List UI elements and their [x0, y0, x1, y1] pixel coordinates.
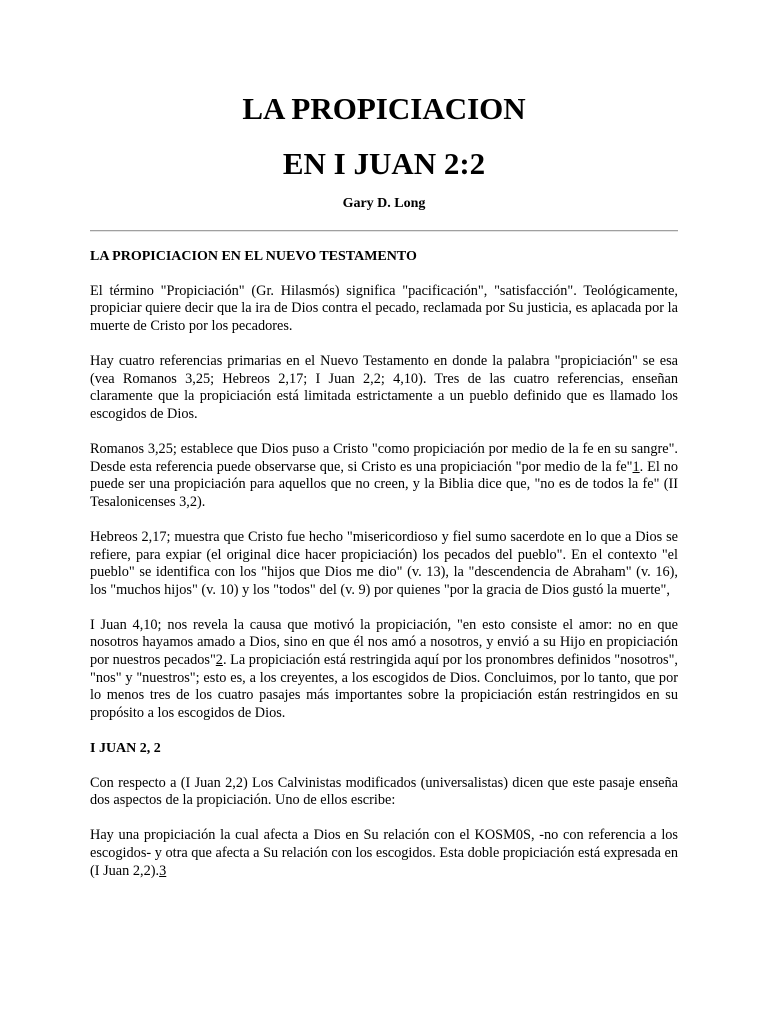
title-line-1: LA PROPICIACION	[242, 91, 526, 126]
paragraph-3-text-a: Romanos 3,25; establece que Dios puso a Cristo "como propiciación por medio de la fe en su sangre". Desde esta referencia puede observarse que, si Cristo es una propiciación "por medio de la fe"	[90, 440, 678, 475]
paragraph-3-text-b: . El no puede ser una propiciación para aquellos que no creen, y la Biblia dice que, "no es de todos la fe" (II Tesalonicenses 3,2).	[90, 458, 678, 510]
paragraph-2: Hay cuatro referencias primarias en el Nuevo Testamento en donde la palabra "propiciación" se esa (vea Romanos 3,25; Hebreos 2,17; I Juan 2,2; 4,10). Tres de las cuatro referencias, enseñan claramente que la propiciación está limitada estrictamente a un pueblo definido que es llamado los escogidos de Dios.	[90, 352, 678, 422]
paragraph-5	[90, 617, 678, 723]
paragraph-3	[90, 441, 678, 511]
paragraph-5-text-a: I Juan 4,10; nos revela la causa que motivó la propiciación, "en esto consiste el amor: no en que nosotros hayamos amado a Dios, sino en que él nos amó a nosotros, y envió a su Hijo en propiciación por nuestros pecados"	[90, 616, 678, 669]
section-heading-i-juan: I JUAN 2, 2	[90, 741, 161, 757]
paragraph-7	[90, 827, 678, 880]
paragraph-6: Con respecto a (I Juan 2,2) Los Calvinistas modificados (universalistas) dicen que este pasaje enseña dos aspectos de la propiciación. Uno de ellos escribe:	[90, 774, 678, 809]
title-line-2: EN I JUAN 2:2	[282, 146, 486, 181]
footnote-link-1[interactable]: 1	[632, 458, 640, 475]
paragraph-7-text: Hay una propiciación la cual afecta a Dios en Su relación con el KOSM0S, -no con referencia a los escogidos- y otra que afecta a Su relación con los escogidos. Esta doble propiciación está expresada en (I Juan 2,2).	[90, 827, 678, 879]
author: Gary D. Long	[342, 196, 426, 211]
footnote-link-3[interactable]: 3	[159, 862, 167, 879]
document-body	[90, 248, 678, 898]
paragraph-5-text-b: . La propiciación está restringida aquí por los pronombres definidos "nosotros", "nos" y "nuestros"; esto es, a los creyentes, a los escogidos de Dios. Concluimos, por lo tanto, que por lo menos tres de los cuatro pasajes más importantes sobre la propiciación están restringidos en su propósito a los escogidos de Dios.	[90, 652, 678, 721]
paragraph-4: Hebreos 2,17; muestra que Cristo fue hecho "misericordioso y fiel sumo sacerdote en lo que a Dios se refiere, para expiar (el original dice hacer propiciación) los pecados del pueblo". En el contexto "el pueblo" se identifica con los "hijos que Dios me dio" (v. 13), la "descendencia de Abraham" (v. 16), los "muchos hijos" (v. 10) y los "todos" del (v. 9) por quienes "por la gracia de Dios gustó la muerte",	[90, 528, 678, 598]
paragraph-1: El término "Propiciación" (Gr. Hilasmós) significa "pacificación", "satisfacción". Teológicamente, propiciar quiere decir que la ira de Dios contra el pecado, reclamada por Su justicia, es aplacada por la muerte de Cristo por los pecadores.	[90, 282, 678, 334]
section-heading-nuevo-testamento: LA PROPICIACION EN EL NUEVO TESTAMENTO	[90, 249, 417, 264]
footnote-link-2[interactable]: 2	[215, 652, 223, 669]
horizontal-rule	[90, 230, 678, 232]
